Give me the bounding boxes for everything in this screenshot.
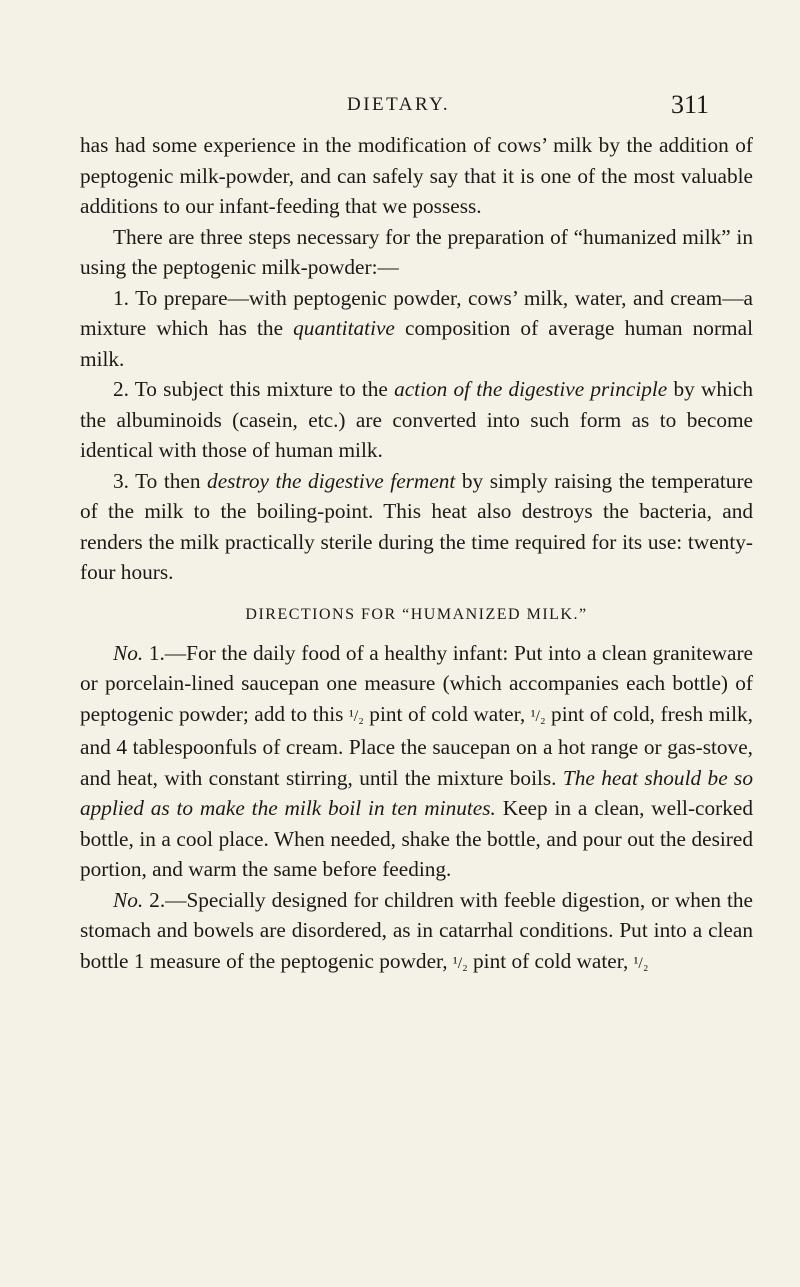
step-2-emphasis: action of the digestive principle: [394, 377, 668, 401]
direction-1-text-c: pint of cold, fresh milk, and 4 tablespoonfuls of cream. Place the saucepan on a hot range or gas-stove, and heat, with constant stirring, until the mixture boils.: [80, 701, 753, 790]
fraction-half: ¹/₂: [633, 954, 649, 972]
direction-1-label: No.: [113, 640, 144, 665]
paragraph-step-1: [80, 283, 753, 375]
running-title: DIETARY.: [347, 94, 451, 115]
step-2-text-b: by which the albuminoids (casein, etc.) are converted into such form as to become identical with those of human milk.: [80, 377, 753, 462]
section-heading: DIRECTIONS FOR “HUMANIZED MILK.”: [245, 605, 588, 623]
direction-1-text-a: 1.—For the daily food of a healthy infant: Put into a clean graniteware or porcelain-lined saucepan one measure (which accompanies each bottle) of peptogenic powder; add to this: [80, 640, 753, 726]
direction-1-emphasis: The heat should be so applied as to make the milk boil in ten minutes.: [80, 765, 753, 820]
fraction-half: ¹/₂: [348, 707, 364, 725]
paragraph-step-2: [80, 374, 753, 466]
step-2-text-a: 2. To subject this mixture to the: [113, 377, 395, 401]
page-number: 311: [671, 90, 710, 119]
paragraph-direction-1: [80, 638, 753, 885]
body-text: [80, 130, 753, 979]
step-1-text-b: composition of average human normal milk.: [80, 316, 753, 371]
direction-2-label: No.: [113, 887, 144, 912]
step-3-text-a: 3. To then: [113, 468, 208, 493]
running-head: [0, 90, 800, 126]
step-1-emphasis: quantitative: [293, 316, 395, 340]
paragraph-step-3: [80, 466, 753, 588]
direction-2-text-a: 2.—Specially designed for children with feeble digestion, or when the stomach and bowels are disordered, as in catarrhal conditions. Put into a clean bottle 1 measure of the peptogenic powder,: [80, 887, 753, 973]
fraction-half: ¹/₂: [452, 954, 468, 972]
paragraph-three-steps: There are three steps necessary for the preparation of “humanized milk” in using the peptogenic milk-powder:—: [80, 224, 753, 279]
paragraph-direction-2: [80, 885, 753, 980]
step-1-text-a: 1. To prepare—with peptogenic powder, cows’ milk, water, and cream—a mixture which has the: [80, 285, 753, 340]
step-3-text-b: by simply raising the temperature of the milk to the boiling-point. This heat also destroys the bacteria, and renders the milk practically sterile during the time required for its use: twenty-four hours.: [80, 468, 753, 584]
fraction-half: ¹/₂: [530, 707, 546, 725]
direction-1-text-d: Keep in a clean, well-corked bottle, in a cool place. When needed, shake the bottle, and pour out the desired portion, and warm the same before feeding.: [80, 796, 753, 881]
step-3-emphasis: destroy the digestive ferment: [207, 468, 456, 493]
direction-1-text-b: pint of cold water,: [363, 701, 531, 726]
paragraph-continuation: has had some experience in the modification of cows’ milk by the addition of peptogenic milk-powder, and can safely say that it is one of the most valuable additions to our infant-feeding that we possess.: [80, 133, 753, 218]
direction-2-text-b: pint of cold water,: [467, 948, 634, 973]
